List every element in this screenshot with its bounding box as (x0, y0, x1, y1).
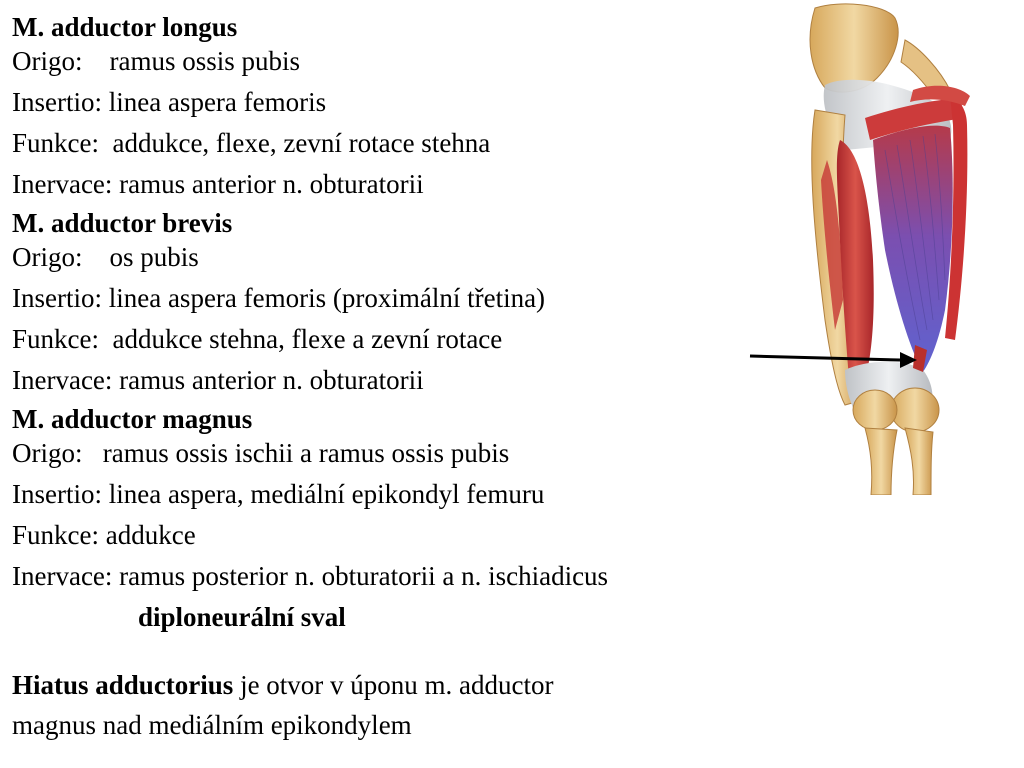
hiatus-line-1 (12, 669, 554, 701)
origo-brevis: Origo: os pubis (12, 242, 199, 272)
origo-magnus: Origo: ramus ossis ischii a ramus ossis pubis (12, 438, 510, 468)
inervace-longus: Inervace: ramus anterior n. obturatorii (12, 169, 424, 199)
thigh-muscle-illustration (745, 0, 1024, 495)
heading-adductor-longus: M. adductor longus (12, 12, 238, 42)
tibia-bone (865, 428, 897, 495)
hiatus-line-2: magnus nad mediálním epikondylem (12, 710, 412, 740)
medial-condyle (891, 388, 939, 432)
insertio-brevis: Insertio: linea aspera femoris (proximální třetina) (12, 283, 546, 313)
hiatus-text-1: je otvor v úponu m. adductor (233, 670, 554, 700)
insertio-magnus: Insertio: linea aspera, mediální epikondyl femuru (12, 479, 545, 509)
insertio-longus: Insertio: linea aspera femoris (12, 87, 327, 117)
inervace-magnus: Inervace: ramus posterior n. obturatorii a n. ischiadicus (12, 561, 609, 591)
funkce-magnus: Funkce: addukce (12, 520, 196, 550)
funkce-brevis: Funkce: addukce stehna, flexe a zevní rotace (12, 324, 503, 354)
heading-adductor-magnus: M. adductor magnus (12, 404, 253, 434)
funkce-longus: Funkce: addukce, flexe, zevní rotace stehna (12, 128, 491, 158)
heading-adductor-brevis: M. adductor brevis (12, 208, 233, 238)
diploneural-note: diploneurální sval (138, 602, 346, 632)
fibula-bone (905, 428, 933, 495)
arrow-line (750, 356, 900, 360)
origo-longus: Origo: ramus ossis pubis (12, 46, 301, 76)
hiatus-term: Hiatus adductorius (12, 670, 234, 700)
pelvis-bone (810, 4, 898, 92)
inervace-brevis: Inervace: ramus anterior n. obturatorii (12, 365, 424, 395)
lateral-condyle (853, 390, 897, 430)
